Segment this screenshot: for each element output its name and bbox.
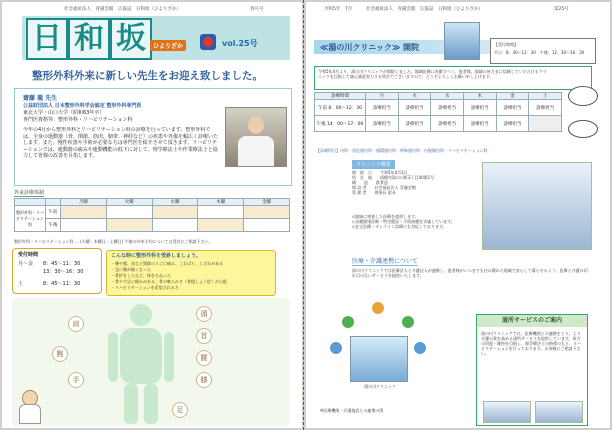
masthead-subtitle: ひよりざか bbox=[150, 40, 186, 51]
feature-item: ◇在宅医療・オンライン診療にも対応しております。 bbox=[352, 224, 447, 229]
feature-item: ◇各種健康診断・特定健診・予防接種を実施しています。 bbox=[352, 219, 455, 224]
stamp-circle-icon bbox=[568, 86, 598, 106]
info-line: 平日：8：30〜11：30 午後：12：30〜16：30 bbox=[494, 50, 585, 55]
schedule-row-pm: 午後 bbox=[46, 219, 61, 232]
day-service-paragraph: 湯の川クリニックでは、医療機関との連携をとり、より介護の質を高める通所サービスを提供しています。体力の回復・維持を目指し、理学療法士の指導のもと、リハビリテーションを行っております。お気軽にご相談下さい。 bbox=[481, 331, 581, 356]
when-to-visit-item: ・リハビリテーションを希望される方 bbox=[111, 285, 179, 290]
clinic-hours-table bbox=[314, 92, 562, 132]
day-service-title: 通所サービスのご案内 bbox=[477, 315, 587, 327]
headline: 整形外科外来に新しい先生をお迎え致しました。 bbox=[32, 70, 263, 82]
masthead-char-3: 坂 bbox=[110, 18, 152, 60]
label-waist: 腰 bbox=[196, 350, 212, 366]
outline-row: 所 在 地 函館市湯の川町3丁目40番1号 bbox=[352, 175, 435, 180]
schedule-day: 月曜 bbox=[61, 199, 107, 206]
network-caption: ※医療機関・介護施設との連携の図 bbox=[320, 408, 384, 413]
network-node-icon bbox=[372, 302, 384, 314]
figure-head bbox=[130, 304, 152, 326]
network-node-icon bbox=[402, 316, 414, 328]
masthead-char-2: 和 bbox=[68, 18, 110, 60]
right-header-issue: 第25号 bbox=[554, 7, 569, 12]
outline-row: 開 院 日 令和5年4月1日 bbox=[352, 170, 408, 175]
network-node-icon bbox=[414, 342, 426, 354]
hours-table-label: 診療時間 bbox=[315, 93, 366, 100]
outpatient-schedule-table bbox=[14, 198, 290, 232]
opening-notice bbox=[314, 66, 592, 90]
clinic-building-photo bbox=[444, 22, 480, 60]
when-to-visit-title: こんな時に整形外科を受診しましょう。 bbox=[111, 253, 202, 259]
doctor-cert: 公益財団法人 日本整形外科学会認定 整形外科専門医 bbox=[23, 103, 142, 109]
figure-arm-left bbox=[108, 332, 118, 382]
weekday-pm: 13：30〜16：30 bbox=[43, 269, 84, 275]
hours-cell: 診療担当 bbox=[366, 116, 399, 132]
doctor-intro-box bbox=[14, 88, 292, 186]
clinic-title: ≪湯の川クリニック≫ 開院 bbox=[320, 43, 420, 52]
figure-leg-right bbox=[144, 384, 158, 424]
hours-cell: 診療担当 bbox=[496, 100, 529, 116]
reception-info-box bbox=[490, 38, 596, 64]
masthead bbox=[22, 16, 290, 60]
figure-torso bbox=[120, 328, 162, 384]
label-hand: 手 bbox=[68, 372, 84, 388]
outline-list bbox=[352, 170, 474, 206]
label-arm: 腕 bbox=[52, 346, 68, 362]
weekday-am: 8：45〜11：30 bbox=[43, 261, 81, 267]
hours-cell: 診療担当 bbox=[431, 100, 464, 116]
masthead-char-1: 日 bbox=[26, 18, 68, 60]
hours-cell: 診療担当 bbox=[366, 100, 399, 116]
info-title: 【受付時間】 bbox=[494, 42, 518, 47]
right-header-org: 社会福祉法人 青磁会館 広報誌 日和坂（ひよりざか） bbox=[366, 7, 483, 12]
when-to-visit-item: ・腰や膝、首など関節のスジに痛み、こわばり、しびれがある bbox=[111, 261, 224, 266]
when-to-visit-item: ・骨折をしたなど、体をひねった bbox=[111, 273, 171, 278]
doctor-name: 齋藤 龍 先生 bbox=[23, 95, 58, 102]
when-to-visit-item: ・急に腰が痛くなった bbox=[111, 267, 151, 272]
stamp-circle-icon bbox=[568, 120, 598, 138]
left-page bbox=[2, 2, 302, 428]
day-service-box bbox=[476, 314, 588, 426]
departments-line: 【診療科目】内科・消化器内科・循環器内科・呼吸器内科・内視鏡内科・リハビリテーション科 bbox=[316, 148, 488, 153]
figure-leg-left bbox=[124, 384, 138, 424]
hours-day: 木 bbox=[463, 93, 496, 100]
reception-hours-box bbox=[12, 248, 102, 294]
doctor-school: 東北大学・山口大学（昭和63年卒） bbox=[23, 110, 105, 116]
feature-item: ◇地域に密着した医療を提供します。 bbox=[352, 214, 419, 219]
doctor-mascot-icon bbox=[16, 390, 42, 422]
outline-row: 構 造 鉄骨造 bbox=[352, 180, 388, 185]
when-to-visit-item: ・骨や手足に痛みがある、骨の軟らかさ（骨粗しょう症）が心配 bbox=[111, 279, 227, 284]
reception-title: 受付時間 bbox=[18, 252, 39, 258]
schedule-note: 整形外科・リハビリテーション科 … (火曜・木曜日・土曜日) 午後の外来予約については受付にご相談下さい。 bbox=[14, 239, 213, 244]
saturday-label: 土 bbox=[18, 281, 24, 287]
section-title: 医療・介護連携について bbox=[352, 258, 418, 265]
left-header-org: 社会福祉法人 青磁会館 広報誌 日和坂（ひよりざか） bbox=[64, 7, 181, 12]
network-node-icon bbox=[330, 342, 342, 354]
body-parts-illustration bbox=[12, 298, 290, 426]
outline-row: 管 理 者 理事長 院長 bbox=[352, 190, 396, 195]
weekday-label: 月〜金 bbox=[18, 261, 34, 267]
hours-cell: 診療担当 bbox=[463, 116, 496, 132]
doctor-photo bbox=[225, 107, 287, 167]
schedule-day: 木曜 bbox=[198, 199, 244, 206]
service-photo bbox=[535, 401, 583, 423]
hours-cell: 診療担当 bbox=[496, 116, 529, 132]
doctor-paragraph: 今年の4月から整形外科とリハビリテーション科の診療を行っています。整形外科では、全身の運動器（骨、関節、筋肉、靭帯、神経など）の疾患や外傷を幅広く診療いたします。また、慢性疾患や手術が必要な方は専門医を紹介させて頂きます。リハビリテーションでは、運動器の痛みや運動機能の低下に対して、理学療法士や作業療法士と協力して皆様の改善を目指します。 bbox=[23, 127, 219, 159]
schedule-side-label: 整形外科・リハビリテーション科 bbox=[15, 206, 46, 232]
service-photo bbox=[483, 401, 531, 423]
org-logo-icon bbox=[200, 34, 216, 50]
hours-cell: 診療担当 bbox=[398, 116, 431, 132]
left-header-issue: 春号号 bbox=[250, 7, 264, 12]
clinic-interior-photo bbox=[482, 162, 592, 250]
features-list bbox=[352, 214, 478, 229]
label-neck: 首 bbox=[196, 328, 212, 344]
hours-day: 土 bbox=[529, 93, 562, 100]
care-network-diagram bbox=[320, 302, 440, 420]
hours-day: 水 bbox=[431, 93, 464, 100]
hours-cell: 診療担当 bbox=[398, 100, 431, 116]
doctor-specialty: 専門医資格等：整形外科・リハビリテーション科 bbox=[23, 117, 133, 123]
right-header-date: 令和5年 7月 bbox=[324, 7, 353, 12]
schedule-day: 水曜 bbox=[152, 199, 198, 206]
saturday-am: 8：45〜11：30 bbox=[43, 281, 81, 287]
hours-day: 月 bbox=[366, 93, 399, 100]
label-knee: 膝 bbox=[196, 372, 212, 388]
label-head: 頭 bbox=[196, 306, 212, 322]
network-node-icon bbox=[342, 316, 354, 328]
when-to-visit-box bbox=[106, 250, 276, 296]
schedule-label: 外来診療体制 bbox=[14, 190, 45, 196]
schedule-row-am: 午前 bbox=[46, 206, 61, 219]
hours-cell: 診療担当 bbox=[529, 100, 562, 116]
network-center-label: 湯の川クリニック bbox=[364, 384, 396, 389]
outline-label: クリニック概要 bbox=[352, 160, 395, 169]
label-shoulder: 肩 bbox=[68, 316, 84, 332]
figure-arm-right bbox=[164, 332, 174, 382]
hours-pm: 午後 14：00〜17：00 bbox=[315, 116, 366, 132]
hours-day: 金 bbox=[496, 93, 529, 100]
label-foot: 足 bbox=[172, 402, 188, 418]
section-paragraph: 湯の川クリニックでは医療法人と介護法人が連携し、患者様がいつまでも住み慣れた地域で安心して暮らせるよう、医療と介護の切れ目のないサービスを提供いたします。 bbox=[352, 268, 588, 278]
opening-notice-text: 令和5年4月より、湯の川クリニックが開院しました。地域医療に貢献すべく、患者様、地域の皆さまに信頼していただけるクリニックを目指して誠心誠意努力する所存でございますので、どうぞよろしくお願い申し上げます。 bbox=[318, 69, 547, 79]
hours-cell: 診療担当 bbox=[431, 116, 464, 132]
masthead-volume: vol.25号 bbox=[222, 39, 258, 48]
right-page bbox=[306, 2, 610, 428]
schedule-day: 金曜 bbox=[244, 199, 290, 206]
outline-row: 開 設 者 社会福祉法人 青磁会館 bbox=[352, 185, 416, 190]
clinic-building-icon bbox=[350, 336, 408, 382]
hours-am: 午前 8：00〜12：30 bbox=[315, 100, 366, 116]
schedule-day: 火曜 bbox=[106, 199, 152, 206]
hours-cell: 診療担当 bbox=[463, 100, 496, 116]
hours-day: 火 bbox=[398, 93, 431, 100]
